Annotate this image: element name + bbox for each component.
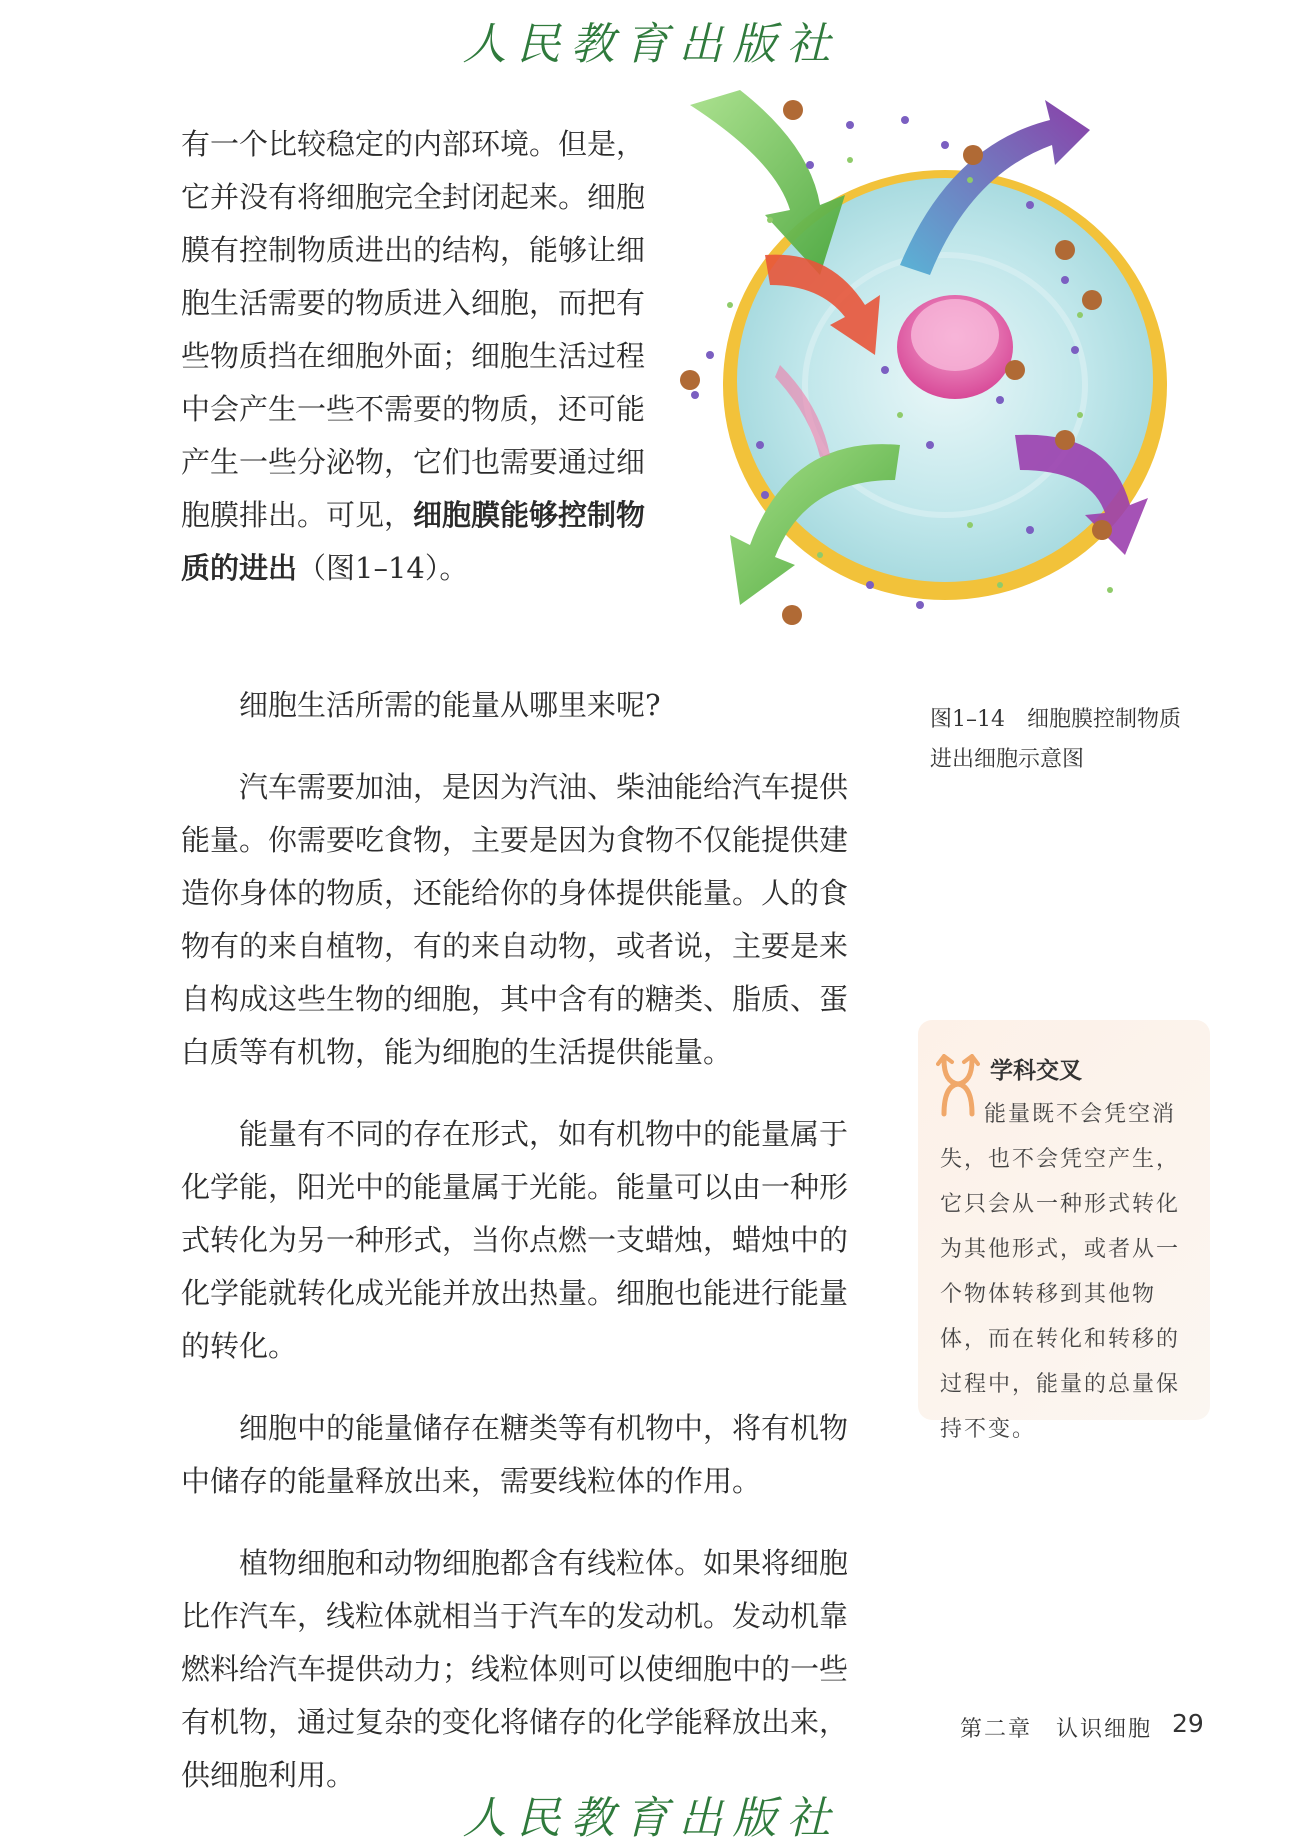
paragraph: 汽车需要加油，是因为汽油、柴油能给汽车提供能量。你需要吃食物，主要是因为食物不仅能提供建造你身体的物质，还能给你的身体提供能量。人的食物有的来自植物，有的来自动物，或者说，主要是来自构成这些生物的细胞，其中含有的糖类、脂质、蛋白质等有机物，能为细胞的生活提供能量。 [181,770,849,1069]
cell-membrane-illustration [670,85,1230,675]
page-number: 29 [1172,1709,1204,1738]
sidebar-title: 学科交叉 [990,1058,1082,1084]
chapter-title: 第二章 认识细胞 [960,1717,1153,1742]
bold-emphasis: 细胞膜能够控制物质的进出 [181,498,646,585]
paragraph: 细胞生活所需的能量从哪里来呢? [239,688,661,722]
arrow-in-green-top [690,90,845,275]
paragraph: 细胞中的能量储存在糖类等有机物中，将有机物中储存的能量释放出来，需要线粒体的作用。 [181,1411,849,1498]
paragraph: 能量有不同的存在形式，如有机物中的能量属于化学能，阳光中的能量属于光能。能量可以由一种形式转化为另一种形式，当你点燃一支蜡烛，蜡烛中的化学能就转化成光能并放出热量。细胞也能进行能量的转化。 [181,1117,849,1363]
paragraph: 有一个比较稳定的内部环境。但是，它并没有将细胞完全封闭起来。细胞膜有控制物质进出的结构，能够让细胞生活需要的物质进入细胞，而把有些物质挡在细胞外面；细胞生活过程中会产生一些不需要的物质，还可能产生一些分泌物，它们也需要通过细胞膜排出。可见，细胞膜能够控制物质的进出（图1–14）。 [181,127,646,585]
sidebar-text: 能量既不会凭空消失，也不会凭空产生，它只会从一种形式转化为其他形式，或者从一个物体转移到其他物体，而在转化和转移的过程中，能量的总量保持不变。 [940,1102,1181,1442]
figure-caption: 图1–14 细胞膜控制物质进出细胞示意图 [930,707,1181,772]
publisher-logo-footer: 人民教育出版社 [462,1793,841,1844]
interdisciplinary-sidebar [918,1020,1210,1442]
text-column-wide [181,650,875,1831]
text-column-narrow [181,118,651,595]
publisher-logo-header: 人民教育出版社 [462,19,841,70]
paragraph: 植物细胞和动物细胞都含有线粒体。如果将细胞比作汽车，线粒体就相当于汽车的发动机。发动机靠燃料给汽车提供动力；线粒体则可以使细胞中的一些有机物，通过复杂的变化将储存的化学能释放出来，供细胞利用。 [181,1546,849,1792]
